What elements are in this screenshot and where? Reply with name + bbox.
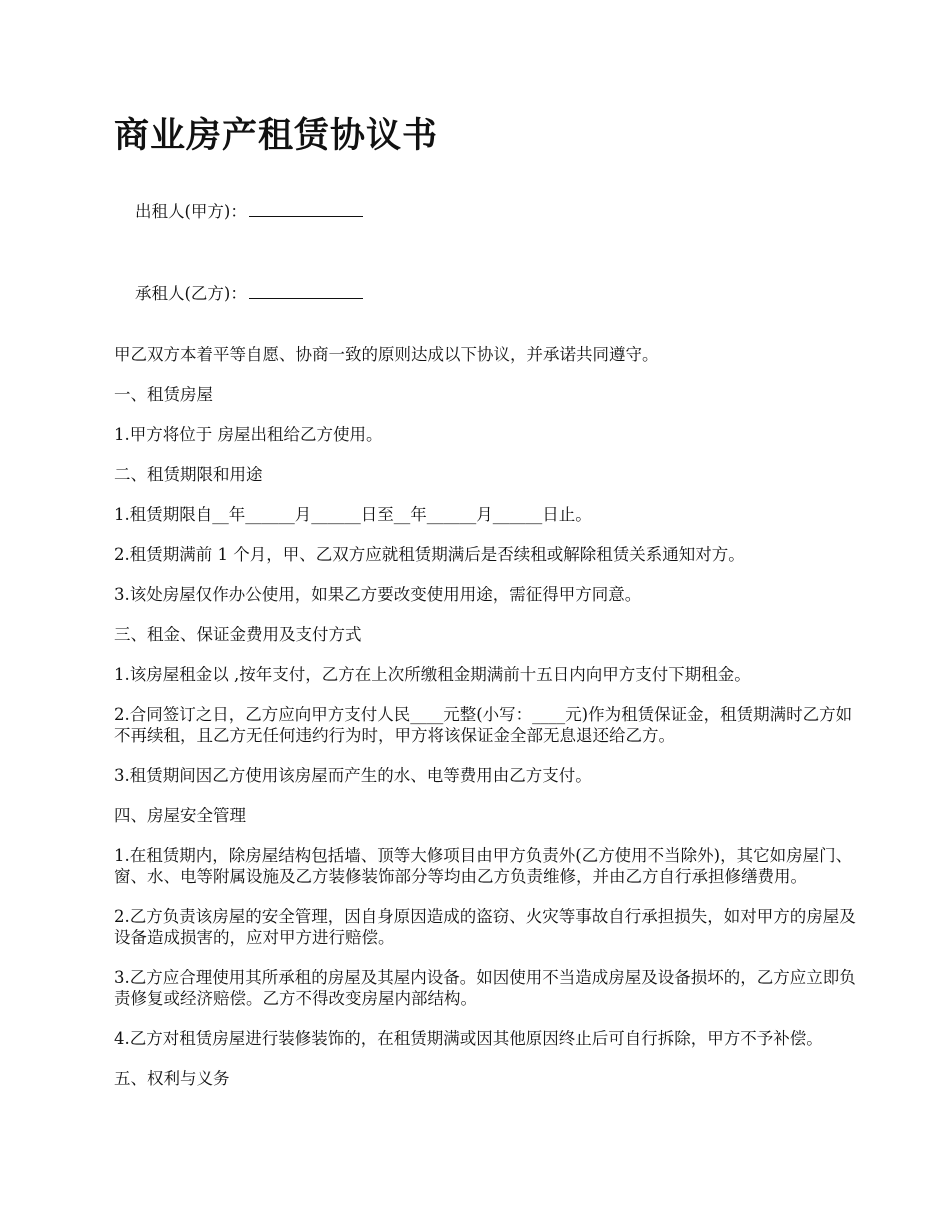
lessor-label: 出租人(甲方)： (134, 202, 247, 221)
section-heading-3: 三、租金、保证金费用及支付方式 (114, 625, 362, 644)
lessor-blank (249, 202, 363, 217)
section-heading-2: 二、租赁期限和用途 (114, 465, 263, 484)
section-heading-1: 一、租赁房屋 (114, 385, 213, 404)
section-2-clause-3: 3.该处房屋仅作办公使用，如果乙方要改变使用用途，需征得甲方同意。 (114, 585, 642, 604)
section-3-clause-3: 3.租赁期间因乙方使用该房屋而产生的水、电等费用由乙方支付。 (114, 766, 592, 785)
section-3-clause-2: 2.合同签订之日，乙方应向甲方支付人民____元整(小写：____元)作为租赁保证金，租赁期满时乙方如不再续租，且乙方无任何违约行为时，甲方将该保证金全部无息退还给乙方。 (114, 705, 853, 745)
document-title: 商业房产租赁协议书 (114, 115, 439, 156)
section-heading-4: 四、房屋安全管理 (114, 806, 246, 825)
section-4-clause-3: 3.乙方应合理使用其所承租的房屋及其屋内设备。如因使用不当造成房屋及设备损坏的，乙方应立即负责修复或经济赔偿。乙方不得改变房屋内部结构。 (114, 968, 856, 1008)
lessee-line (114, 262, 859, 325)
section-4-clause-2: 2.乙方负责该房屋的安全管理，因自身原因造成的盗窃、火灾等事故自行承担损失，如对甲方的房屋及设备造成损害的，应对甲方进行赔偿。 (114, 907, 856, 947)
lessee-blank (249, 284, 363, 299)
lessor-line (114, 180, 859, 243)
section-2-clause-2: 2.租赁期满前 1 个月，甲、乙双方应就租赁期满后是否续租或解除租赁关系通知对方。 (114, 545, 745, 564)
section-3-clause-1: 1.该房屋租金以 ,按年支付，乙方在上次所缴租金期满前十五日内向甲方支付下期租金。 (114, 665, 751, 684)
intro-paragraph: 甲乙双方本着平等自愿、协商一致的原则达成以下协议，并承诺共同遵守。 (114, 345, 659, 364)
section-4-clause-4: 4.乙方对租赁房屋进行装修装饰的，在租赁期满或因其他原因终止后可自行拆除，甲方不予补偿。 (114, 1029, 823, 1048)
section-1-clause-1: 1.甲方将位于 房屋出租给乙方使用。 (114, 425, 383, 444)
section-heading-5: 五、权利与义务 (114, 1069, 230, 1088)
lessee-label: 承租人(乙方)： (134, 284, 247, 303)
section-4-clause-1: 1.在租赁期内，除房屋结构包括墙、顶等大修项目由甲方负责外(乙方使用不当除外)，其它如房屋门、窗、水、电等附属设施及乙方装修装饰部分等均由乙方负责维修，并由乙方自行承担修缮费用。 (114, 846, 853, 886)
section-2-clause-1: 1.租赁期限自__年______月______日至__年______月______日止。 (114, 505, 592, 524)
document-page (114, 110, 859, 1108)
